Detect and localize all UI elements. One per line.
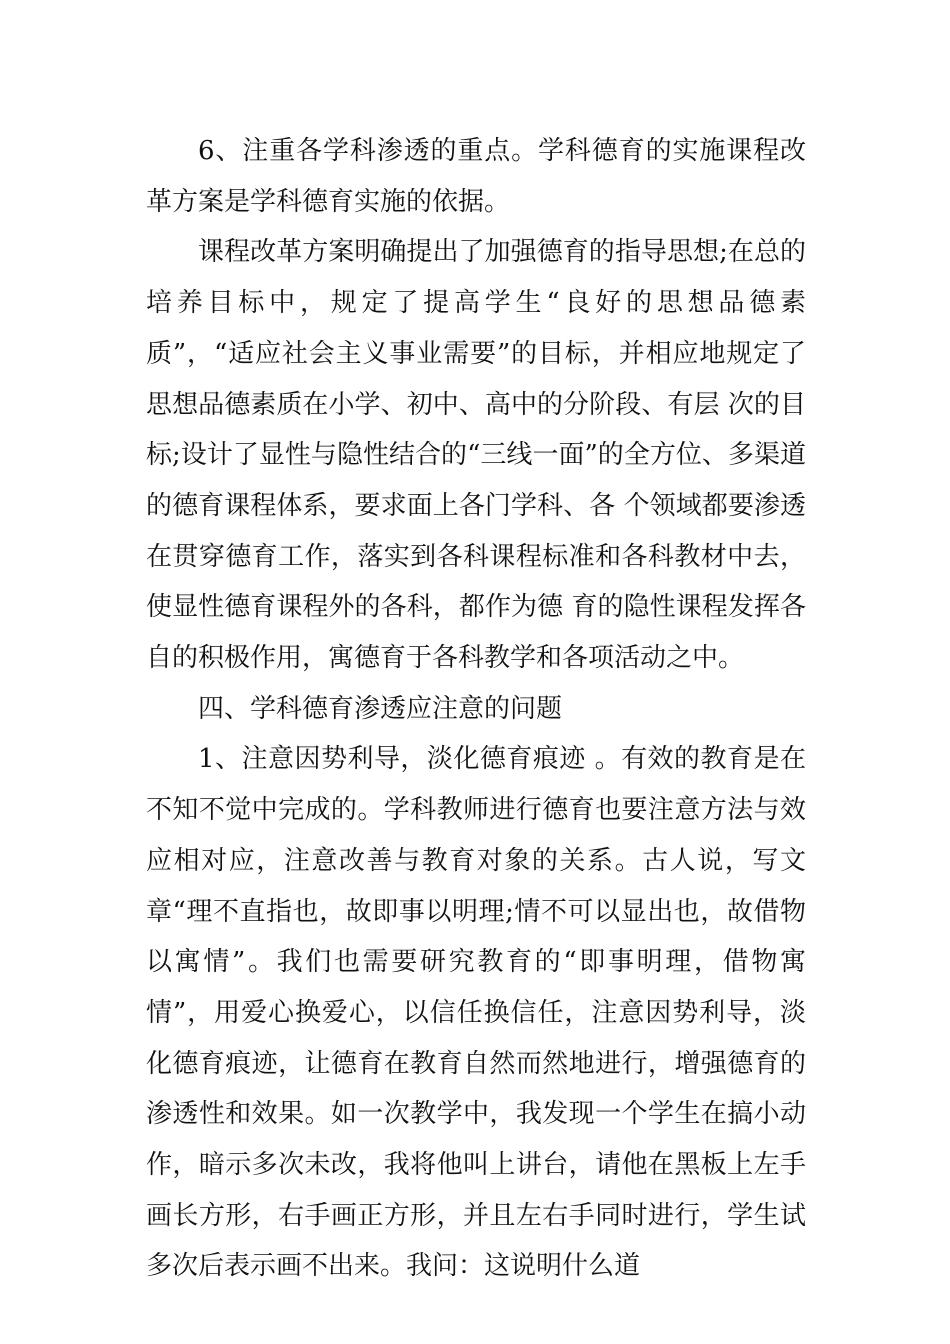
document-body: [146, 126, 806, 1292]
paragraph-section-6: 6、注重各学科渗透的重点。学科德育的实施课程改革方案是学科德育实施的依据。: [146, 136, 806, 217]
section-heading-4: 四、学科德育渗透应注意的问题: [198, 693, 563, 724]
paragraph-item-1: 1、注意因势利导，淡化德育痕迹 。有效的教育是在不知不觉中完成的。学科教师进行德育也要注意方法与效应相对应，注意改善与教育对象的关系。古人说，写文章“理不直指也，故即事以明理;情不可以显出也，故借物以寓情”。我们也需要研究教育的“即事明理，借物寓情”，用爱心换爱心，以信任换信任，注意因势利导，淡化德育痕迹，让德育在教育自然而然地进行，增强德育的渗透性和效果。如一次教学中，我发现一个学生在搞小动作，暗示多次未改，我将他叫上讲台，请他在黑板上左手画长方形，右手画正方形，并且左右手同时进行，学生试多次后表示画不出来。我问：这说明什么道: [146, 744, 806, 1282]
paragraph-curriculum-reform: 课程改革方案明确提出了加强德育的指导思想;在总的培养目标中，规定了提高学生“良好的思想品德素 质”，“适应社会主义事业需要”的目标，并相应地规定了思想品德素质在小学、初中、高中的分阶段、有层 次的目标;设计了显性与隐性结合的“三线一面”的全方位、多渠道的德育课程体系，要求面上各门学科、各 个领域都要渗透在贯穿德育工作，落实到各科课程标准和各科教材中去，使显性德育课程外的各科，都作为德 育的隐性课程发挥各自的积极作用，寓德育于各科教学和各项活动之中。: [146, 237, 806, 674]
